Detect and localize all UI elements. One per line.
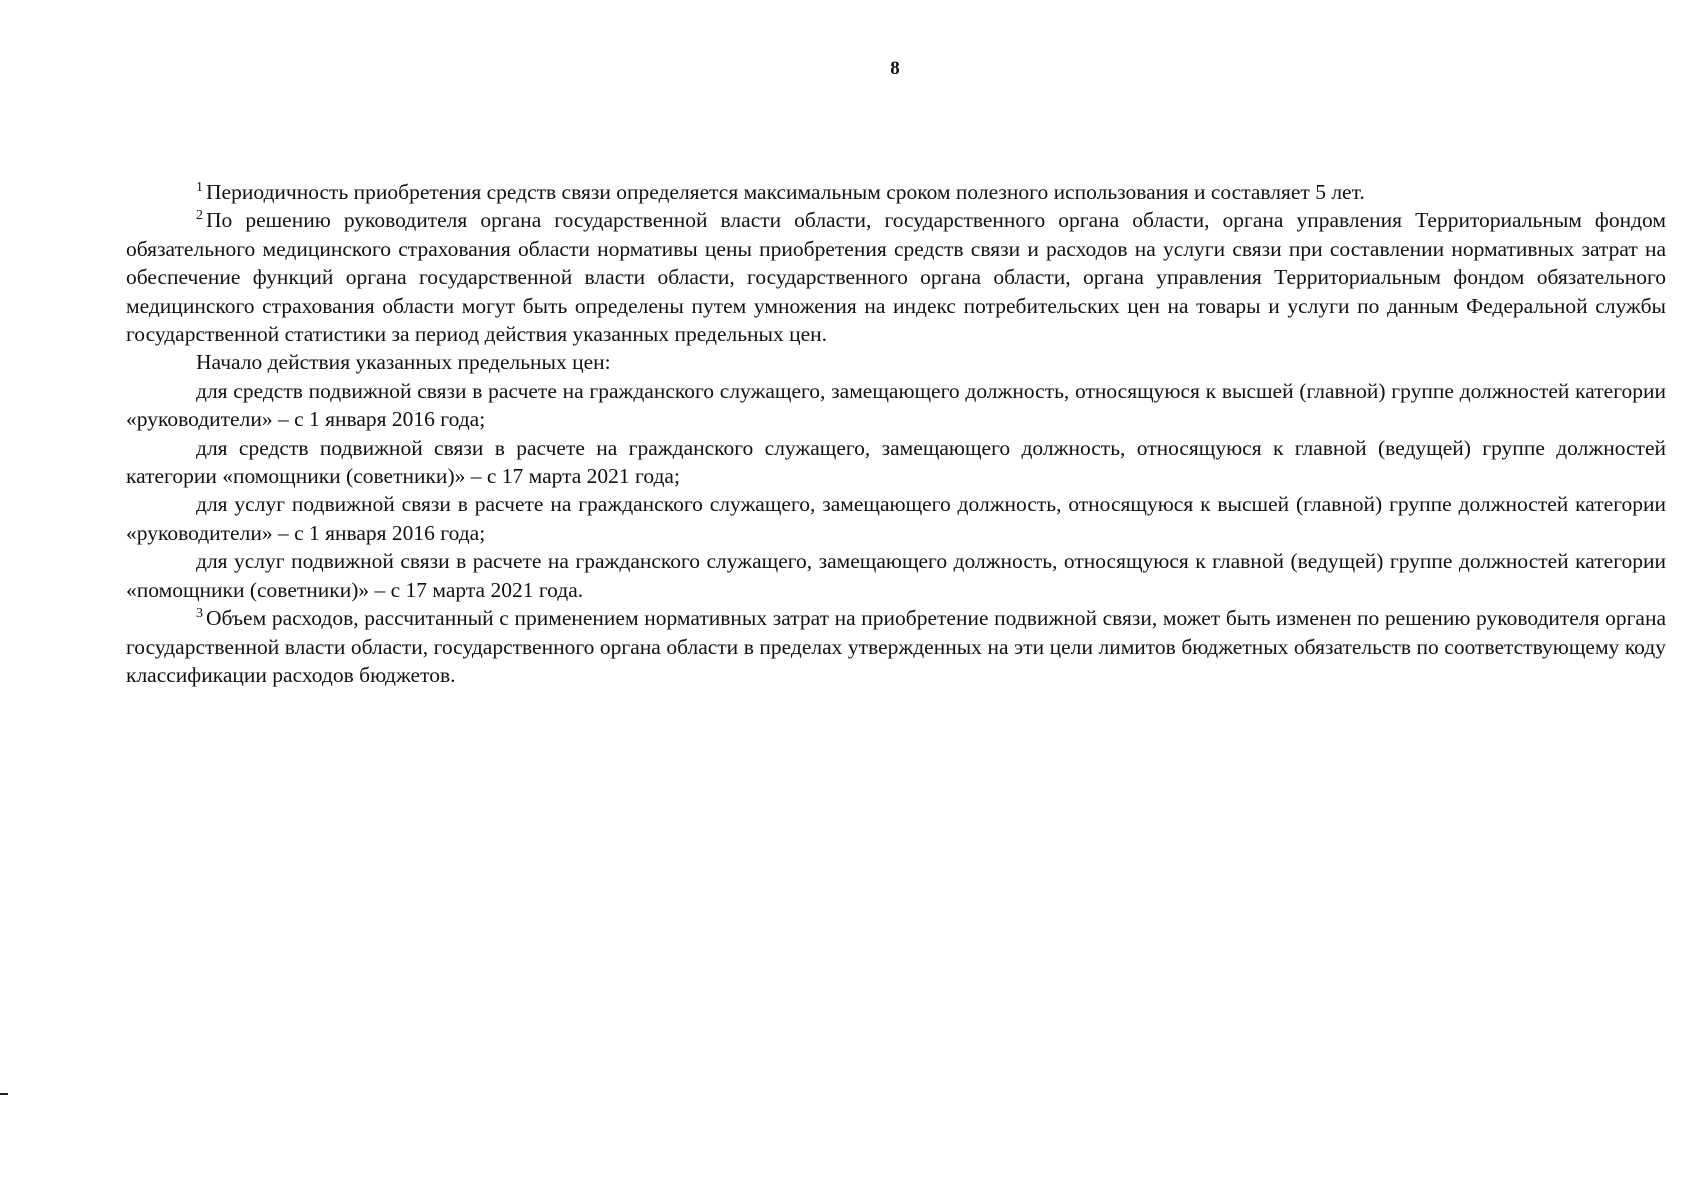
footnote-1 <box>126 178 1666 206</box>
footnote-text: По решению руководителя органа государственной власти области, государственного органа области, органа управления Территориальным фондом обязательного медицинского страхования области нормативы цены приобретения средств связи и расходов на услуги связи при составлении нормативных затрат на обеспечение функций органа государственной власти области, государственного органа области, органа управления Территориальным фондом обязательного медицинского страхования области могут быть определены путем умножения на индекс потребительских цен на товары и услуги по данным Федеральной службы государственной статистики за период действия указанных предельных цен. <box>126 208 1666 347</box>
start-heading: Начало действия указанных предельных цен: <box>196 350 611 375</box>
scan-edge-mark <box>0 1093 8 1095</box>
footnote-marker: 3 <box>196 606 203 622</box>
start-item: для средств подвижной связи в расчете на гражданского служащего, замещающего должность, относящуюся к главной (ведущей) группе должностей категории «помощники (советники)» – с 17 марта 2021 года; <box>126 435 1666 489</box>
footnote-3 <box>126 604 1666 689</box>
footnote-2 <box>126 206 1666 348</box>
document-body <box>126 178 1666 689</box>
page-number: 8 <box>890 58 900 79</box>
start-item: для услуг подвижной связи в расчете на гражданского служащего, замещающего должность, относящуюся к высшей (главной) группе должностей категории «руководители» – с 1 января 2016 года; <box>126 492 1666 545</box>
start-item: для средств подвижной связи в расчете на гражданского служащего, замещающего должность, относящуюся к высшей (главной) группе должностей категории «руководители» – с 1 января 2016 года; <box>126 378 1666 432</box>
footnote-marker: 1 <box>196 180 203 195</box>
start-item: для услуг подвижной связи в расчете на гражданского служащего, замещающего должность, относящуюся к главной (ведущей) группе должностей категории «помощники (советники)» – с 17 марта 2021 года. <box>126 549 1666 602</box>
footnote-marker: 2 <box>196 208 203 224</box>
footnote-text: Объем расходов, рассчитанный с применением нормативных затрат на приобретение подвижной связи, может быть изменен по решению руководителя органа государственной власти области, государственного органа области в пределах утвержденных на эти цели лимитов бюджетных обязательств по соответствующему коду классификации расходов бюджетов. <box>126 606 1666 687</box>
footnote-text: Периодичность приобретения средств связи определяется максимальным сроком полезного использования и составляет 5 лет. <box>206 180 1365 204</box>
